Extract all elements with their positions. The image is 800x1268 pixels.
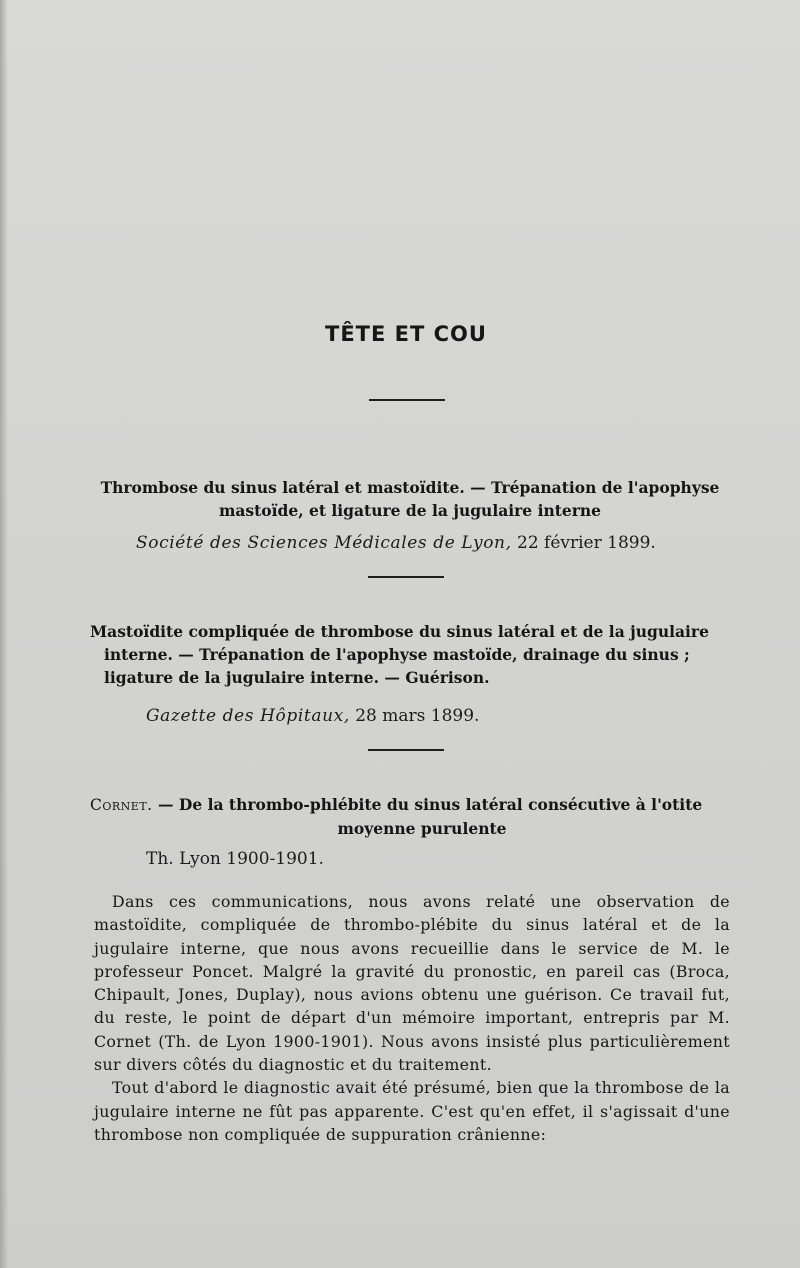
entry-1-title-line-2: mastoïde, et ligature de la jugulaire interne — [218, 501, 602, 520]
entry-1-title-line-1: Thrombose du sinus latéral et mastoïdite. — Trépanation de l'apophyse — [100, 478, 720, 497]
page-edge-shadow — [0, 0, 8, 1268]
entry-1-title — [90, 476, 730, 522]
body-text — [94, 890, 730, 1146]
entry-3-title — [90, 793, 740, 840]
separator-rule — [368, 749, 444, 751]
entry-3-title-line-1: — De la thrombo-phlébite du sinus latéral consécutive à l'otite — [152, 795, 703, 814]
entry-2-source-date: 28 mars 1899. — [349, 706, 480, 726]
section-heading: TÊTE ET COU — [325, 322, 487, 346]
entry-1-source — [136, 533, 656, 553]
entry-2-source — [146, 706, 479, 726]
entry-2-title-line-1: Mastoïdite compliquée de thrombose du sinus latéral et de la jugulaire — [90, 622, 709, 641]
entry-2-title — [90, 620, 740, 689]
entry-2-source-journal: Gazette des Hôpitaux, — [146, 706, 350, 726]
paragraph-1: Dans ces communications, nous avons relaté une observation de mastoïdite, compliquée de thrombo-plébite du sinus latéral et de la jugulaire interne, que nous avons recueillie dans le service de M. le professeur Poncet. Malgré la gravité du pronostic, en pareil cas (Broca, Chipault, Jones, Duplay), nous avions obtenu une guérison. Ce travail fut, du reste, le point de départ d'un mémoire important, entrepris par M. Cornet (Th. de Lyon 1900-1901). Nous avons insisté plus particulièrement sur divers côtés du diagnostic et du traitement. — [94, 892, 730, 1075]
entry-2-title-line-2: interne. — Trépanation de l'apophyse mastoïde, drainage du sinus ; — [104, 645, 690, 664]
entry-3-title-line-2: moyenne purulente — [337, 819, 507, 838]
entry-1-source-journal: Société des Sciences Médicales de Lyon, — [136, 533, 512, 553]
separator-rule — [369, 399, 445, 401]
entry-3-author: Cornet. — [90, 796, 153, 814]
entry-3-source: Th. Lyon 1900-1901. — [146, 849, 324, 869]
entry-2-title-line-3: ligature de la jugulaire interne. — Guérison. — [104, 668, 490, 687]
paragraph-2: Tout d'abord le diagnostic avait été présumé, bien que la thrombose de la jugulaire interne ne fût pas apparente. C'est qu'en effet, il s'agissait d'une thrombose non compliquée de suppuration crânienne: — [94, 1078, 730, 1144]
separator-rule — [368, 576, 444, 578]
entry-1-source-date: 22 février 1899. — [511, 533, 656, 553]
